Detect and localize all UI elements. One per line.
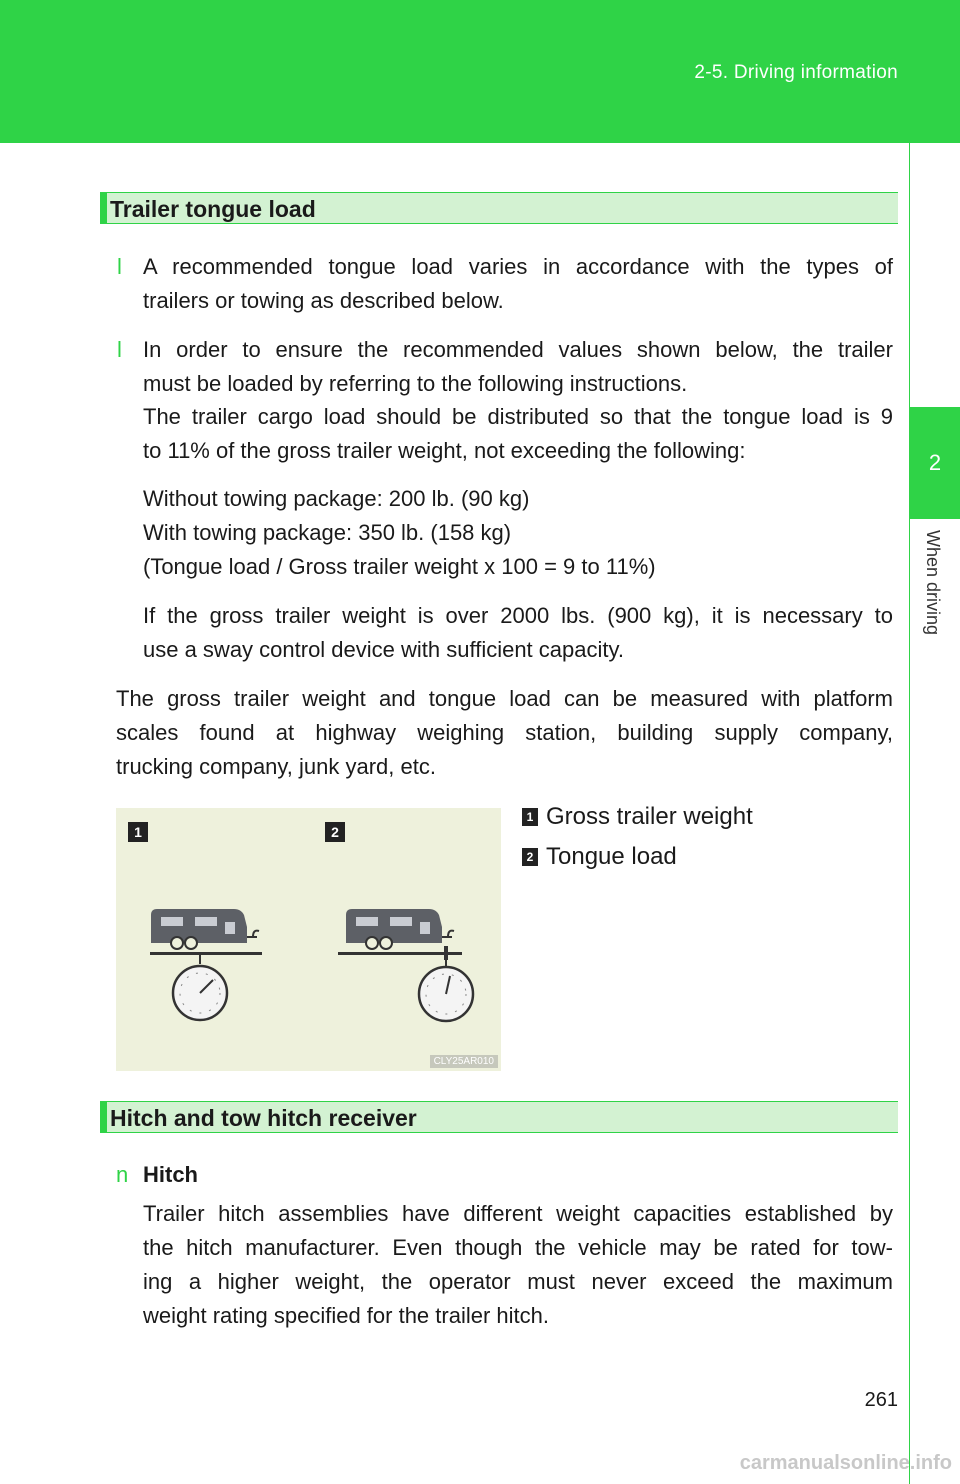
scales-line2: scales found at highway weighing station, building supply company, (116, 720, 893, 745)
scale-platform-2 (338, 952, 462, 955)
with-package-value: With towing package: 350 lb. (158 kg) (143, 520, 512, 545)
scale-platform-1 (150, 952, 262, 955)
bullet2-line2: must be loaded by referring to the following instructions. (143, 371, 688, 396)
hitch-line4: weight rating specified for the trailer hitch. (143, 1303, 549, 1328)
legend-badge-2: 2 (522, 848, 538, 866)
figure-code: CLY25AR010 (430, 1055, 498, 1068)
legend-label: Gross trailer weight (546, 803, 753, 830)
chapter-tab-label[interactable] (910, 522, 960, 672)
bullet-marker: l (117, 254, 122, 279)
trailer-icon (346, 909, 454, 949)
legend-gross-weight (522, 803, 753, 831)
legend-tongue-load (522, 843, 677, 871)
section-heading-hitch (100, 1101, 898, 1133)
trailer-icon (151, 909, 259, 949)
trailer-weight-figure (116, 808, 501, 1071)
scale-gauge-icon (173, 966, 227, 1020)
tongue-formula: (Tongue load / Gross trailer weight x 100 = 9 to 11%) (143, 554, 656, 579)
legend-label: Tongue load (546, 843, 677, 870)
bullet-marker: l (117, 337, 122, 362)
side-rule (909, 0, 910, 1484)
scale-gauge-icon (419, 967, 473, 1021)
page-number: 261 (864, 1389, 898, 1411)
hitch-line2: the hitch manufacturer. Even though the vehicle may be rated for tow- (143, 1235, 893, 1260)
section-title: Trailer tongue load (110, 196, 316, 222)
scales-line1: The gross trailer weight and tongue load can be measured with platform (116, 686, 893, 711)
section-heading-tongue-load (100, 192, 898, 224)
bullet1-line2: trailers or towing as described below. (143, 288, 504, 313)
chapter-tab-label-text: When driving (923, 530, 943, 636)
hitch-line1: Trailer hitch assemblies have different weight capacities established by (143, 1201, 893, 1226)
hitch-line3: ing a higher weight, the operator must never exceed the maximum (143, 1269, 893, 1294)
sway-note-line1: If the gross trailer weight is over 2000 lbs. (900 kg), it is necessary to (143, 603, 893, 628)
page-header (0, 0, 960, 143)
figure-badge-1: 1 (128, 822, 148, 842)
bullet2-line3: The trailer cargo load should be distributed so that the tongue load is 9 (143, 404, 893, 429)
without-package-value: Without towing package: 200 lb. (90 kg) (143, 486, 530, 511)
sub-bullet-marker: n (116, 1162, 129, 1187)
scales-line3: trucking company, junk yard, etc. (116, 754, 436, 779)
bullet2-line1: In order to ensure the recommended values shown below, the trailer (143, 337, 893, 362)
legend-badge-1: 1 (522, 808, 538, 826)
trailer-scales-illustration (116, 808, 501, 1071)
figure-badge-2: 2 (325, 822, 345, 842)
section-title: Hitch and tow hitch receiver (110, 1105, 417, 1131)
chapter-tab-number[interactable]: 2 (910, 407, 960, 519)
bullet1-line1: A recommended tongue load varies in accordance with the types of (143, 254, 893, 279)
sway-note-line2: use a sway control device with sufficient capacity. (143, 637, 624, 662)
bullet2-line4: to 11% of the gross trailer weight, not exceeding the following: (143, 438, 746, 463)
watermark: carmanualsonline.info (739, 1452, 952, 1474)
section-breadcrumb: 2-5. Driving information (694, 62, 898, 83)
subsection-title: Hitch (143, 1162, 198, 1187)
